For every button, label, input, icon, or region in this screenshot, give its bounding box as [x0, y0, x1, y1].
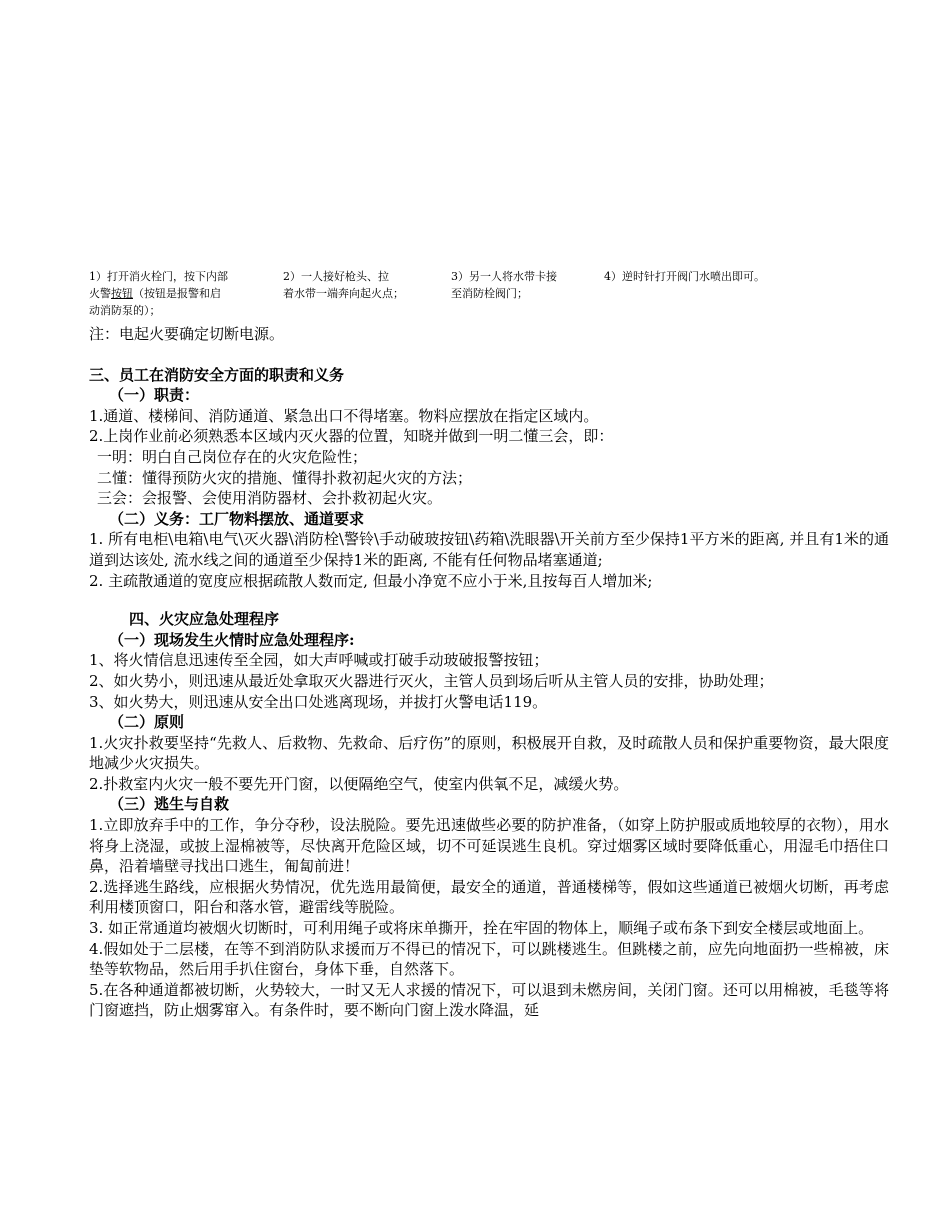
- section-4-p1: 1、将火情信息迅速传至全园，如大声呼喊或打破手动玻破报警按钮；: [89, 651, 549, 670]
- step-2: [283, 268, 404, 302]
- section-4-p6: 1.立即放弃手中的工作，争分夺秒，设法脱险。要先迅速做些必要的防护准备，（如穿上防护服或质地较厚的衣物），用水将身上浇湿，或披上湿棉被等，尽快离开危险区域，切不可延误逃生良机。穿过烟雾区域时要降低重心，用湿毛巾捂住口鼻，沿着墙壁寻找出口逃生，匍匐前进！: [89, 816, 889, 876]
- section-3-sub-1: （一）职责：: [109, 386, 200, 405]
- section-4-sub-1: （一）现场发生火情时应急处理程序:: [109, 630, 355, 649]
- step-1-line-1: 1）打开消火栓门，按下内部: [89, 270, 228, 283]
- step-4: [604, 268, 765, 285]
- section-4-sub-3: （三）逃生与自救: [109, 795, 230, 814]
- document-page: [89, 268, 889, 1021]
- section-3-p4: 二懂：懂得预防火灾的措施、懂得扑救初起火灾的方法；: [97, 468, 473, 487]
- section-3-p2: 2.上岗作业前必须熟悉本区域内灭火器的位置，知晓并做到一明二懂三会，即：: [89, 427, 614, 446]
- step-2-line-2: 着水带一端奔向起火点；: [283, 287, 404, 300]
- section-3-sub-2: （二）义务：工厂物料摆放、通道要求: [109, 509, 365, 528]
- section-4-p10: 5.在各种通道都被切断，火势较大，一时又无人求援的情况下，可以退到未燃房间，关闭门窗。还可以用棉被，毛毯等将门窗遮挡，防止烟雾窜入。有条件时，要不断向门窗上泼水降温，延: [89, 980, 889, 1020]
- section-4-p2: 2、如火势小，则迅速从最近处拿取灭火器进行灭火，主管人员到场后听从主管人员的安排，协助处理；: [89, 671, 774, 690]
- section-4-p7: 2.选择逃生路线，应根据火势情况，优先选用最简便，最安全的通道，普通楼梯等，假如这些通道已被烟火切断，再考虑利用楼顶窗口，阳台和落水管，避雷线等脱险。: [89, 877, 889, 917]
- section-3-title: 三、员工在消防安全方面的职责和义务: [89, 365, 345, 384]
- step-4-line-1: 4）逆时针打开阀门水喷出即可。: [604, 270, 765, 283]
- section-4-title: 四、火灾应急处理程序: [129, 610, 280, 629]
- section-4-p8: 3. 如正常通道均被烟火切断时，可利用绳子或将床单撕开，拴在牢固的物体上，顺绳子或布条下到安全楼层或地面上。: [89, 919, 874, 938]
- step-3: [451, 268, 557, 302]
- section-3-p5: 三会：会报警、会使用消防器材、会扑救初起火灾。: [97, 489, 443, 508]
- step-1-line-3: 动消防泵的）；: [89, 304, 161, 317]
- section-3-p3: 一明：明白自己岗位存在的火灾危险性；: [97, 447, 368, 466]
- section-3-p6: 1. 所有电柜\电箱\电气\灭火器\消防栓\警铃\手动破玻按钮\药箱\洗眼器\开关前方至少保持1平方米的距离, 并且有1米的通道到达该处, 流水线之间的通道至少保持1米的距离, 不能有任何物品堵塞通道;: [89, 530, 889, 569]
- section-3-p7: 2. 主疏散通道的宽度应根据疏散人数而定, 但最小净宽不应小于米,且按每百人增加米;: [89, 571, 653, 590]
- step-1-line-2: 火警按钮（按钮是报警和启: [89, 287, 221, 300]
- section-4-sub-2: （二）原则: [109, 713, 185, 732]
- hydrant-steps: [89, 268, 889, 324]
- section-4-p3: 3、如火势大，则迅速从安全出口处逃离现场，并拔打火警电话119。: [89, 692, 548, 711]
- section-4-p4: 1.火灾扑救要坚持“先救人、后救物、先救命、后疗伤”的原则，积极展开自救，及时疏散人员和保护重要物资，最大限度地减少火灾损失。: [89, 733, 889, 773]
- step-3-line-1: 3）另一人将水带卡接: [451, 270, 557, 283]
- section-4-p5: 2.扑救室内火灾一般不要先开门窗，以便隔绝空气，使室内供氧不足，减缓火势。: [89, 774, 629, 793]
- step-1: [89, 268, 228, 319]
- section-4-p9: 4.假如处于二层楼，在等不到消防队求援而万不得已的情况下，可以跳楼逃生。但跳楼之前，应先向地面扔一些棉被，床垫等软物品，然后用手扒住窗台，身体下垂，自然落下。: [89, 939, 889, 979]
- section-3-p1: 1.通道、楼梯间、消防通道、紧急出口不得堵塞。物料应摆放在指定区域内。: [89, 406, 599, 425]
- note: 注：电起火要确定切断电源。: [89, 325, 285, 343]
- step-3-line-2: 至消防栓阀门；: [451, 287, 528, 300]
- step-2-line-1: 2）一人接好枪头、拉: [283, 270, 389, 283]
